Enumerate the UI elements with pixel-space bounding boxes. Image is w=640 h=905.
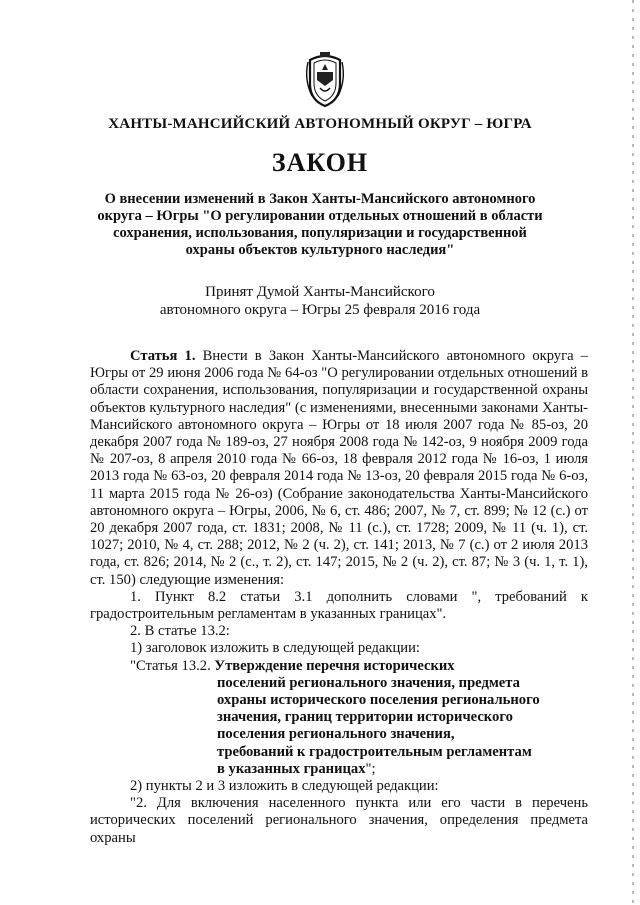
title-suffix: "; [365, 760, 376, 777]
new-paragraph-2: "2. Для включения населенного пункта или его части в перечень исторических поселений регионального значения, определения предмета охраны [90, 795, 588, 846]
region-title: ХАНТЫ-МАНСИЙСКИЙ АВТОНОМНЫЙ ОКРУГ – ЮГРА [108, 116, 532, 132]
title-line: требований к градостроительным регламентам [217, 743, 532, 760]
scan-edge [632, 0, 634, 905]
adoption-line: Принят Думой Ханты-Мансийского [205, 284, 435, 300]
new-article-title [90, 658, 588, 778]
subject-line: охраны объектов культурного наследия" [185, 242, 455, 258]
adoption-info [0, 283, 640, 319]
subject-line: сохранения, использования, популяризации и государственной [113, 225, 527, 241]
subject-line: О внесении изменений в Закон Ханты-Мансийского автономного [104, 191, 536, 207]
subject-line: округа – Югры "О регулировании отдельных отношений в области [97, 208, 543, 224]
title-line: значения, границ территории исторического [217, 709, 513, 726]
title-first-line [90, 658, 588, 675]
title-line: поселений регионального значения, предмета [217, 674, 520, 691]
article-text: Внести в Закон Ханты-Мансийского автономного округа – Югры от 29 июня 2006 года № 64-оз "О регулировании отдельных отношений в области сохранения, использования, популяризации и государственной охраны объектов культурного наследия" (с изменениями, внесенными законами Ханты-Мансийского автономного округа – Югры от 18 июля 2007 года № 85-оз, 20 декабря 2007 года № 189-оз, 27 ноября 2008 года № 142-оз, 9 ноября 2009 года № 207-оз, 8 апреля 2010 года № 66-оз, 18 февраля 2012 года № 16-оз, 1 июля 2013 года № 63-оз, 20 февраля 2014 года № 13-оз, 20 февраля 2015 года № 6-оз, 11 марта 2015 года № 26-оз) (Собрание законодательства Ханты-Мансийского автономного округа – Югры, 2006, № 6, ст. 486; 2007, № 7, ст. 899; № 12 (с.) от 20 декабря 2007 года, ст. 1831; 2008, № 11 (с.), ст. 1728; 2009, № 11 (ч. 1), ст. 1027; 2010, № 4, ст. 288; 2012, № 2 (ч. 2), ст. 141; 2013, № 7 (с.) от 2 июля 2013 года, ст. 826; 2014, № 2 (с., т. 2), ст. 147; 2015, № 2 (ч. 2), ст. 87; № 3 (ч. 1, т. 1), ст. 150) следующие изменения: [90, 348, 588, 588]
law-body [90, 348, 588, 847]
subitem-1: 1) заголовок изложить в следующей редакции: [130, 640, 420, 657]
document-type: ЗАКОН [271, 148, 369, 177]
item-1: 1. Пункт 8.2 статьи 3.1 дополнить словами ", требований к градостроительным регламентам в указанных границах". [90, 588, 588, 623]
title-prefix: "Статья 13.2. [130, 657, 215, 674]
title-line: охраны исторического поселения регионального [217, 692, 540, 709]
title-last-line [90, 761, 588, 778]
title-line: поселения регионального значения, [217, 726, 455, 743]
item-2: 2. В статье 13.2: [130, 623, 230, 640]
law-subject [0, 191, 640, 259]
article-1 [90, 348, 588, 589]
article-label: Статья 1. [130, 348, 196, 364]
subitem-2: 2) пункты 2 и 3 изложить в следующей редакции: [130, 778, 439, 795]
coat-of-arms-icon [300, 50, 350, 108]
adoption-line: автономного округа – Югры 25 февраля 2016 года [159, 302, 481, 318]
title-last: в указанных границах [217, 760, 366, 777]
title-first: Утверждение перечня исторических [214, 657, 455, 674]
